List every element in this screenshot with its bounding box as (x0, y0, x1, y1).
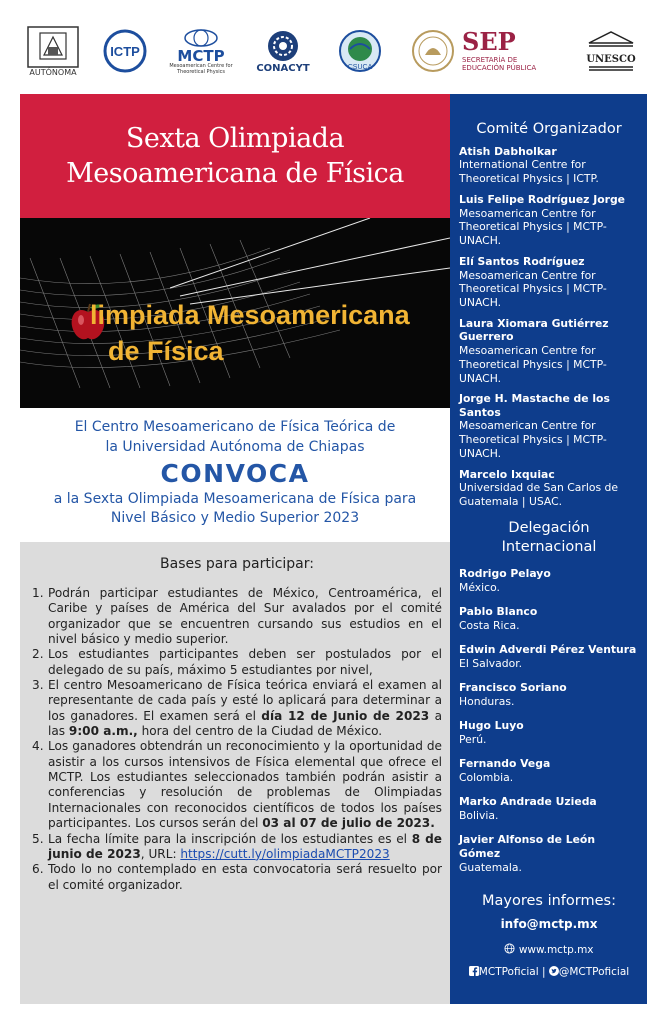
committee-member: Marcelo Ixquiac Universidad de San Carlos de Guatemala | USAC. (459, 467, 619, 509)
twitter-icon (549, 966, 559, 976)
ictp-logo (100, 22, 150, 80)
title-box (20, 94, 450, 218)
unesco-logo (584, 22, 638, 80)
committee-member: Atish Dabholkar International Centre for Theoretical Physics | ICTP. (459, 145, 599, 186)
conacyt-logo-text: CONACYT (256, 62, 310, 74)
social-line: MCTPoficial | @MCTPoficial (459, 966, 639, 978)
committee-heading: Comité Organizador (476, 121, 622, 137)
sep-logo: SEP SECRETARÍA DE EDUCACIÓN PÚBLICA (462, 26, 537, 72)
call-sub-line-2: Nivel Básico y Medio Superior 2023 (110, 510, 360, 527)
mctp-logo-text: MCTP (177, 47, 225, 65)
committee-member: Elí Santos Rodríguez Mesoamerican Centre for Theoretical Physics | MCTP-UNACH. (459, 255, 607, 310)
delegate: Fernando Vega Colombia. (459, 756, 551, 784)
bases-item: 2. Los estudiantes participantes deben ser postulados por el delegado de su país, máximo 5 estudiantes por nivel, (32, 647, 442, 677)
contact-block (459, 893, 639, 978)
bases-item: 5. La fecha límite para la inscripción de los estudiantes es el 8 de junio de 2023, URL: https://cutt.ly/olimpiadaMCTP2023 (32, 831, 442, 861)
website-line (459, 943, 639, 956)
mexico-seal-logo (410, 22, 456, 80)
conacyt-logo (250, 22, 316, 80)
csuca-logo (334, 22, 386, 80)
call-section (20, 408, 450, 542)
logo-strip (0, 0, 667, 92)
call-sub-line-1: a la Sexta Olimpiada Mesoamericana de Física para (53, 490, 417, 507)
ictp-logo-text: ICTP (110, 44, 140, 59)
title-line-1: Sexta Olimpiada (125, 122, 345, 154)
poster-frame (20, 94, 647, 1004)
institution-line-1: El Centro Mesoamericano de Física Teórica de (74, 419, 396, 435)
sep-logo-text: SEP (462, 26, 516, 56)
bases-item: 3. El centro Mesoamericano de Física teórica enviará el examen al representante de cada país y esté lo aplicará para determinar a los ganadores. El examen será el día 12 de Junio de 2023 a las 9:00 a.m., hora del centro de la Ciudad de México. (32, 678, 442, 739)
bases-item: 4. Los ganadores obtendrán un reconocimiento y la oportunidad de asistir a los cursos intensivos de Física elemental que ofrece el MCTP. Los estudiantes seleccionados también podrán asistir a conferencias y resolución de problemas de Olimpiadas Internacionales con reconocidos científicos de todos los países participantes. Los cursos serán del 03 al 07 de julio de 2023. (32, 739, 442, 831)
bases-list (32, 586, 442, 893)
bases-item: 6. Todo lo no contemplado en esta convocatoria será resuelto por el comité organizador. (32, 862, 442, 892)
committee-member: Luis Felipe Rodríguez Jorge Mesoamerican Centre for Theoretical Physics | MCTP-UNACH. (459, 193, 626, 248)
csuca-logo-text: CSUCA (347, 64, 373, 71)
side-column (450, 94, 647, 1004)
contact-heading: Mayores informes: (482, 893, 616, 910)
twitter-handle[interactable]: @MCTPoficial (558, 966, 630, 979)
olympiad-banner (20, 218, 450, 408)
banner-line-1: limpiada Mesoamericana (90, 300, 410, 330)
bases-item: 1. Podrán participar estudiantes de México, Centroamérica, el Caribe y países de América del Sur avalados por el comité organizador que se encuentren cursando sus estudios en el nivel básico y medio superior. (32, 586, 442, 647)
globe-icon (504, 943, 515, 954)
unach-logo: AUTÓNOMA (24, 22, 82, 80)
banner-line-2: de Física (108, 336, 224, 366)
facebook-handle[interactable]: MCTPoficial (478, 966, 539, 979)
delegate: Pablo Blanco Costa Rica. (459, 604, 538, 632)
website-link[interactable]: www.mctp.mx (518, 944, 594, 957)
unesco-logo-text: UNESCO (586, 54, 636, 65)
delegate: Marko Andrade Uzieda Bolivia. (459, 794, 597, 822)
bases-section (20, 542, 450, 1004)
delegate: Edwin Adverdi Pérez Ventura El Salvador. (459, 642, 637, 670)
registration-link[interactable]: https://cutt.ly/olimpiadaMCTP2023 (180, 846, 390, 861)
committee-member: Laura Xiomara Gutiérrez Guerrero Mesoamerican Centre for Theoretical Physics | MCTP-UNACH. (459, 316, 609, 385)
facebook-icon (469, 966, 479, 976)
convoca-heading: CONVOCA (160, 458, 310, 488)
delegate: Rodrigo Pelayo México. (459, 566, 551, 594)
committee-member: Jorge H. Mastache de los Santos Mesoamerican Centre for Theoretical Physics | MCTP-UNACH. (459, 392, 610, 460)
contact-email[interactable]: info@mctp.mx (500, 917, 598, 932)
delegate: Javier Alfonso de León Gómez Guatemala. (459, 833, 596, 875)
bases-heading: Bases para participar: (160, 556, 314, 572)
delegate: Hugo Luyo Perú. (459, 718, 524, 746)
mctp-logo: MCTP Mesoamerican Centre for Theoretical Physics (168, 22, 234, 80)
title-line-2: Mesoamericana de Física (66, 158, 404, 189)
institution-line-2: la Universidad Autónoma de Chiapas (105, 439, 365, 456)
delegate: Francisco Soriano Honduras. (459, 680, 567, 708)
delegation-heading: Delegación Internacional (501, 519, 597, 555)
